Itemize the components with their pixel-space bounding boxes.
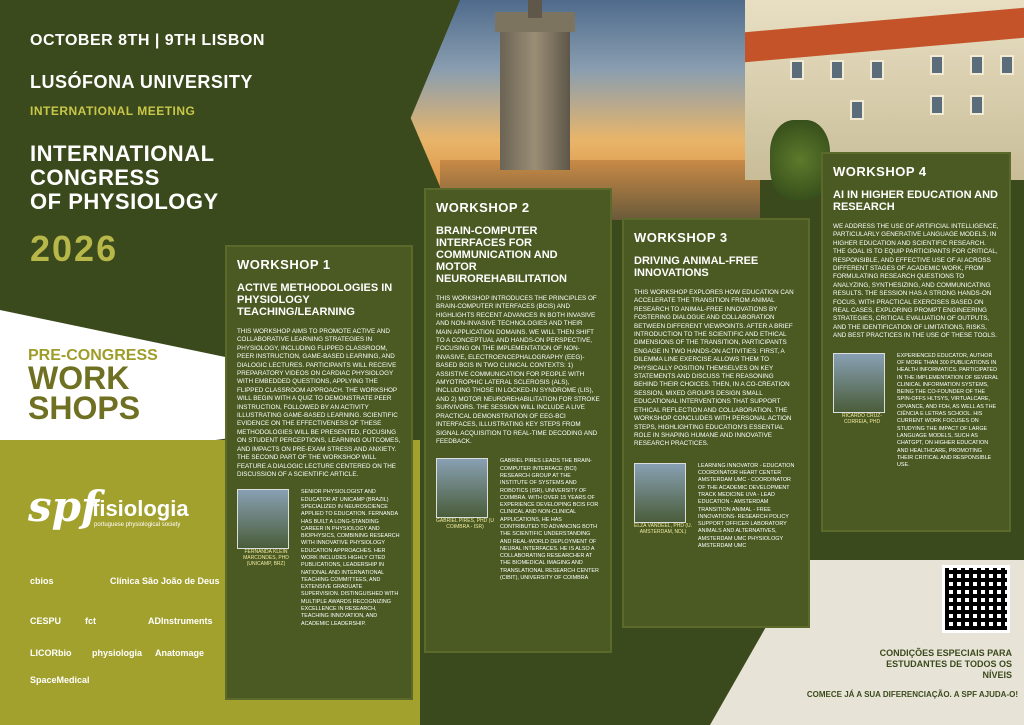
window-image [790, 60, 804, 80]
sponsor-logo: ADInstruments [148, 616, 213, 626]
date-line: OCTOBER 8TH | 9TH LISBON [30, 32, 265, 49]
workshop-1-panel [225, 245, 413, 700]
title-physiology: PHYSIOLOGY [68, 189, 219, 214]
spf-logo-subtitle: portuguese physiological society [94, 522, 181, 528]
workshop-number: WORKSHOP 4 [833, 164, 927, 179]
window-image [870, 60, 884, 80]
spf-logo-word: fisiologia [92, 496, 189, 521]
workshop-2-panel [424, 188, 612, 653]
workshop-description: THIS WORKSHOP EXPLORES HOW EDUCATION CAN ACCELERATE THE TRANSITION FROM ANIMAL RESEARCH TO ANIMAL-FREE INNOVATIONS BY FOSTERING DIALOGUE AND COLLABORATION BETWEEN DIFFERENT VIEWPOINTS. AFTER A BRIEF INTRODUCTION TO THE SCIENTIFIC AND ETHICAL DIMENSIONS OF THE TRANSITION, PARTICIPANTS ENGAGE IN TWO HANDS-ON ACTIVITIES: FIRST, A DILEMMA LINE EXERCISE ALLOWS THEM TO PHYSICALLY POSITION THEMSELVES ON KEY STATEMENTS AND DISCUSS THE REASONING BEHIND THEIR CHOICES. THEN, IN A CO-CREATION SESSION, MIXED GROUPS DESIGN SMALL EDUCATIONAL INTERVENTIONS THAT SUPPORT ETHICAL REFLECTION AND COLLABORATION. THE WORKSHOP CONCLUDES WITH PERSONAL ACTION STEPS, HIGHLIGHTING EDUCATION'S ESSENTIAL ROLE IN SHAPING HUMANE AND INNOVATIVE RESEARCH PRACTICES. [634, 289, 794, 448]
window-image [830, 60, 844, 80]
student-conditions: CONDIÇÕES ESPECIAIS PARA ESTUDANTES DE TODOS OS NÍVEIS [879, 648, 1012, 680]
presenter-bio: GABRIEL PIRES LEADS THE BRAIN-COMPUTER INTERFACE (BCI) RESEARCH GROUP AT THE INSTITUTE OF SYSTEMS AND ROBOTICS (ISR), UNIVERSITY OF COIMBRA. WITH OVER 15 YEARS OF EXPERIENCE DEVELOPING BCIS FOR CLINICAL AND NON-CLINICAL APPLICATIONS, HE HAS CONTRIBUTED TO ADVANCING BOTH THE SCIENTIFIC UNDERSTANDING AND REAL-WORLD DEPLOYMENT OF NEURAL INTERFACES. HE IS ALSO A COLLABORATING RESEARCHER AT THE BIOMEDICAL IMAGING AND TRANSLATIONAL RESEARCH CENTER (CIBIT), UNIVERSITY OF COIMBRA [500, 458, 599, 582]
presenter-name: GABRIEL PIRES, PHD (U COIMBRA - ISR) [436, 518, 494, 531]
presenter-photo [436, 458, 488, 518]
presenter-photo [833, 353, 885, 413]
university-name: LUSÓFONA UNIVERSITY [30, 72, 253, 92]
workshop-number: WORKSHOP 2 [436, 200, 530, 215]
presenter-name: RICARDO CRUZ-CORREIA, PHD [842, 412, 882, 425]
workshop-description: THIS WORKSHOP INTRODUCES THE PRINCIPLES OF BRAIN-COMPUTER INTERFACES (BCIS) AND HIGHLIGHTS RECENT ADVANCES IN BOTH INVASIVE AND NON-INVASIVE TECHNOLOGIES AND THEIR MAIN APPLICATION DOMAINS. WE WILL THEN SHIFT TO A CONCEPTUAL AND HANDS-ON PERSPECTIVE, FOCUSING ON THE IMPLEMENTATION OF NON-INVASIVE, ELECTROENCEPHALOGRAPHY (EEG)-BASED BCIS IN TWO CLINICAL CONTEXTS: 1) ASSISTIVE COMMUNICATION FOR PEOPLE WITH AMYOTROPHIC LATERAL SCLEROSIS (ALS), INCLUDING THOSE IN LOCKED-IN SYNDROME (LIS), AND 2) MOTOR NEUROREHABILITATION FOR STROKE SURVIVORS. THE SESSION WILL INCLUDE A LIVE PRACTICAL DEMONSTRATION OF EEG-BCI INTERFACES, ILLUSTRATING KEY STEPS FROM SIGNAL ACQUISITION TO REAL-TIME DECODING AND FEEDBACK. [436, 295, 600, 445]
presenter-bio: SENIOR PHYSIOLOGIST AND EDUCATOR AT UNICAMP (BRAZIL) SPECIALIZED IN NEUROSCIENCE APPLIED TO EDUCATION. FERNANDA HAS BUILT A LONG-STANDING CAREER IN PHYSIOLOGY AND BIOPHYSICS, COMBINING RESEARCH WITH INNOVATIVE PHYSIOLOGY EDUCATION APPROACHES. HER WORK INCLUDES HIGHLY CITED PUBLICATIONS, LEADERSHIP IN NATIONAL AND INTERNATIONAL TEACHING COMMITTEES, AND EXTENSIVE GRADUATE SUPERVISION. DISTINGUISHED WITH MULTIPLE AWARDS RECOGNIZING EXCELLENCE IN RESEARCH, TEACHING INNOVATION, AND ACADEMIC LEADERSHIP. [301, 489, 400, 627]
workshop-number: WORKSHOP 1 [237, 257, 331, 272]
title-line-3 [30, 190, 219, 214]
window-image [970, 55, 984, 75]
workshop-3-panel [622, 218, 810, 628]
window-image [930, 95, 944, 115]
sponsor-logo: fct [85, 616, 96, 626]
workshop-4-panel [821, 152, 1011, 532]
window-image [1000, 55, 1014, 75]
shops-word: SHOPS [28, 390, 141, 426]
workshop-title: BRAIN-COMPUTER INTERFACES FOR COMMUNICATION AND MOTOR NEUROREHABILITATION [436, 225, 567, 285]
presenter-photo [237, 489, 289, 549]
presenter-bio: EXPERIENCED EDUCATOR, AUTHOR OF MORE THAN 300 PUBLICATIONS IN HEALTH INFORMATICS. PARTICIPATED IN THE IMPLEMENTATION OF SEVERAL CLINICAL INFORMATION SYSTEMS, BEING THE CO-FOUNDER OF THE SPIN-OFFS HLTSYS, VIRTUALCARE, OPVANCE, AND FDH, AS WELL AS THE CIÊNCIA E LETRAS SCHOOL. HIS CURRENT WORK FOCUSES ON STUDYING THE IMPACT OF LARGE LANGUAGE MODELS, SUCH AS CHATGPT, ON HIGHER EDUCATION AND HEALTHCARE, PROMOTING THEIR CRITICAL AND RESPONSIBLE USE. [897, 352, 999, 469]
sponsor-logo: Anatomage [155, 648, 205, 658]
belem-tower-image [500, 20, 570, 170]
workshop-title: DRIVING ANIMAL-FREE INNOVATIONS [634, 255, 759, 279]
presenter-name: ELZA VANDEEL, PHD (U. AMSTERDAM, NDL) [634, 522, 692, 535]
congress-title [30, 142, 219, 214]
workshop-title: AI IN HIGHER EDUCATION AND RESEARCH [833, 189, 998, 213]
footer-tagline: COMECE JÁ A SUA DIFERENCIAÇÃO. A SPF AJUDA-O! [806, 690, 1018, 699]
title-line-1: INTERNATIONAL [30, 141, 215, 166]
sponsor-logo: cbios [30, 576, 54, 586]
pre-congress-label: PRE-CONGRESS [28, 347, 158, 364]
sponsor-logo: physiologia [92, 648, 143, 658]
workshop-description: WE ADDRESS THE USE OF ARTIFICIAL INTELLIGENCE, PARTICULARLY GENERATIVE LANGUAGE MODELS, IN HIGHER EDUCATION AND SCIENTIFIC RESEARCH. THE GOAL IS TO EQUIP PARTICIPANTS FOR CRITICAL, RESPONSIBLE, AND EFFECTIVE USE OF AI ACROSS DIFFERENT STAGES OF ACADEMIC WORK, FROM FORMULATING RESEARCH QUESTIONS TO ANALYZING, SYNTHESIZING, AND COMMUNICATING RESULTS. THE SESSION HAS A STRONG HANDS-ON FOCUS, WITH PRACTICAL EXERCISES BASED ON REAL CASES, EXPLORING PROMPT ENGINEERING STRATEGIES, CRITICAL EVALUATION OF OUTPUTS, AND THE IDENTIFICATION OF LIMITATIONS, RISKS, AND BEST PRACTICES IN THE USE OF THESE TOOLS. [833, 223, 999, 340]
sponsor-logo: SpaceMedical [30, 675, 90, 685]
presenter-name: FERNANDA KLEIN MARCONDES, PHD (UNICAMP, BRZ) [243, 549, 289, 568]
window-image [930, 55, 944, 75]
work-word: WORK [28, 360, 130, 396]
title-of: OF [30, 189, 62, 214]
tower-tip-image [528, 0, 542, 18]
meeting-label: INTERNATIONAL MEETING [30, 104, 196, 118]
title-line-2: CONGRESS [30, 165, 160, 190]
sponsor-logo: LICORbio [30, 648, 72, 658]
sponsor-logo: Clínica São João de Deus [110, 576, 220, 586]
window-image [970, 95, 984, 115]
year: 2026 [30, 228, 119, 269]
sponsor-logo: CESPU [30, 616, 62, 626]
presenter-bio: LEARNING INNOVATOR - EDUCATION COORDINATOR HEART CENTER AMSTERDAM UMC - COORDINATOR OF THE ACADEMIC DEVELOPMENT TRACK MEDICINE UVA - LEAD EDUCATION - AMSTERDAM TRANSITION ANIMAL - FREE INNOVATIONS- RESEARCH POLICY SUPPORT OFFICER LABORATORY ANIMALS AND ALTERNATIVES, AMSTERDAM UMC PHYSIOLOGY AMSTERDAM UMC [698, 462, 795, 549]
workshop-title: ACTIVE METHODOLOGIES IN PHYSIOLOGY TEACHING/LEARNING [237, 282, 393, 318]
qr-code[interactable] [942, 565, 1010, 633]
window-image [850, 100, 864, 120]
presenter-photo [634, 463, 686, 523]
workshop-number: WORKSHOP 3 [634, 230, 728, 245]
spf-logo-mark: spf [28, 482, 100, 531]
workshop-description: THIS WORKSHOP AIMS TO PROMOTE ACTIVE AND COLLABORATIVE LEARNING STRATEGIES IN PHYSIOLOGY, INCLUDING FLIPPED CLASSROOM, PEER INSTRUCTION, GAME-BASED LEARNING, AND DIALOGIC LECTURES. PARTICIPANTS WILL RECEIVE PREPARATORY VIDEOS ON CARDIAC PHYSIOLOGY WITH EMBEDDED QUESTIONS, APPLYING THE FLIPPED CLASSROOM APPROACH. THE WORKSHOP WILL BEGIN WITH A QUIZ TO DEMONSTRATE PEER INSTRUCTION, FOLLOWED BY AN ACTIVITY ILLUSTRATING GAME-BASED LEARNING. SCIENTIFIC EVIDENCE ON THE EFFECTIVENESS OF THESE METHODOLOGIES WILL BE PRESENTED, FOCUSING ON STUDENT PERCEPTIONS, LEARNING OUTCOMES, AND IMPACTS ON PRE-EXAM STRESS AND ANXIETY. THE SECOND PART OF THE WORKSHOP WILL FEATURE A DIALOGIC LECTURE CENTERED ON THE DISCUSSION OF A SCIENTIFIC ARTICLE. [237, 328, 401, 478]
